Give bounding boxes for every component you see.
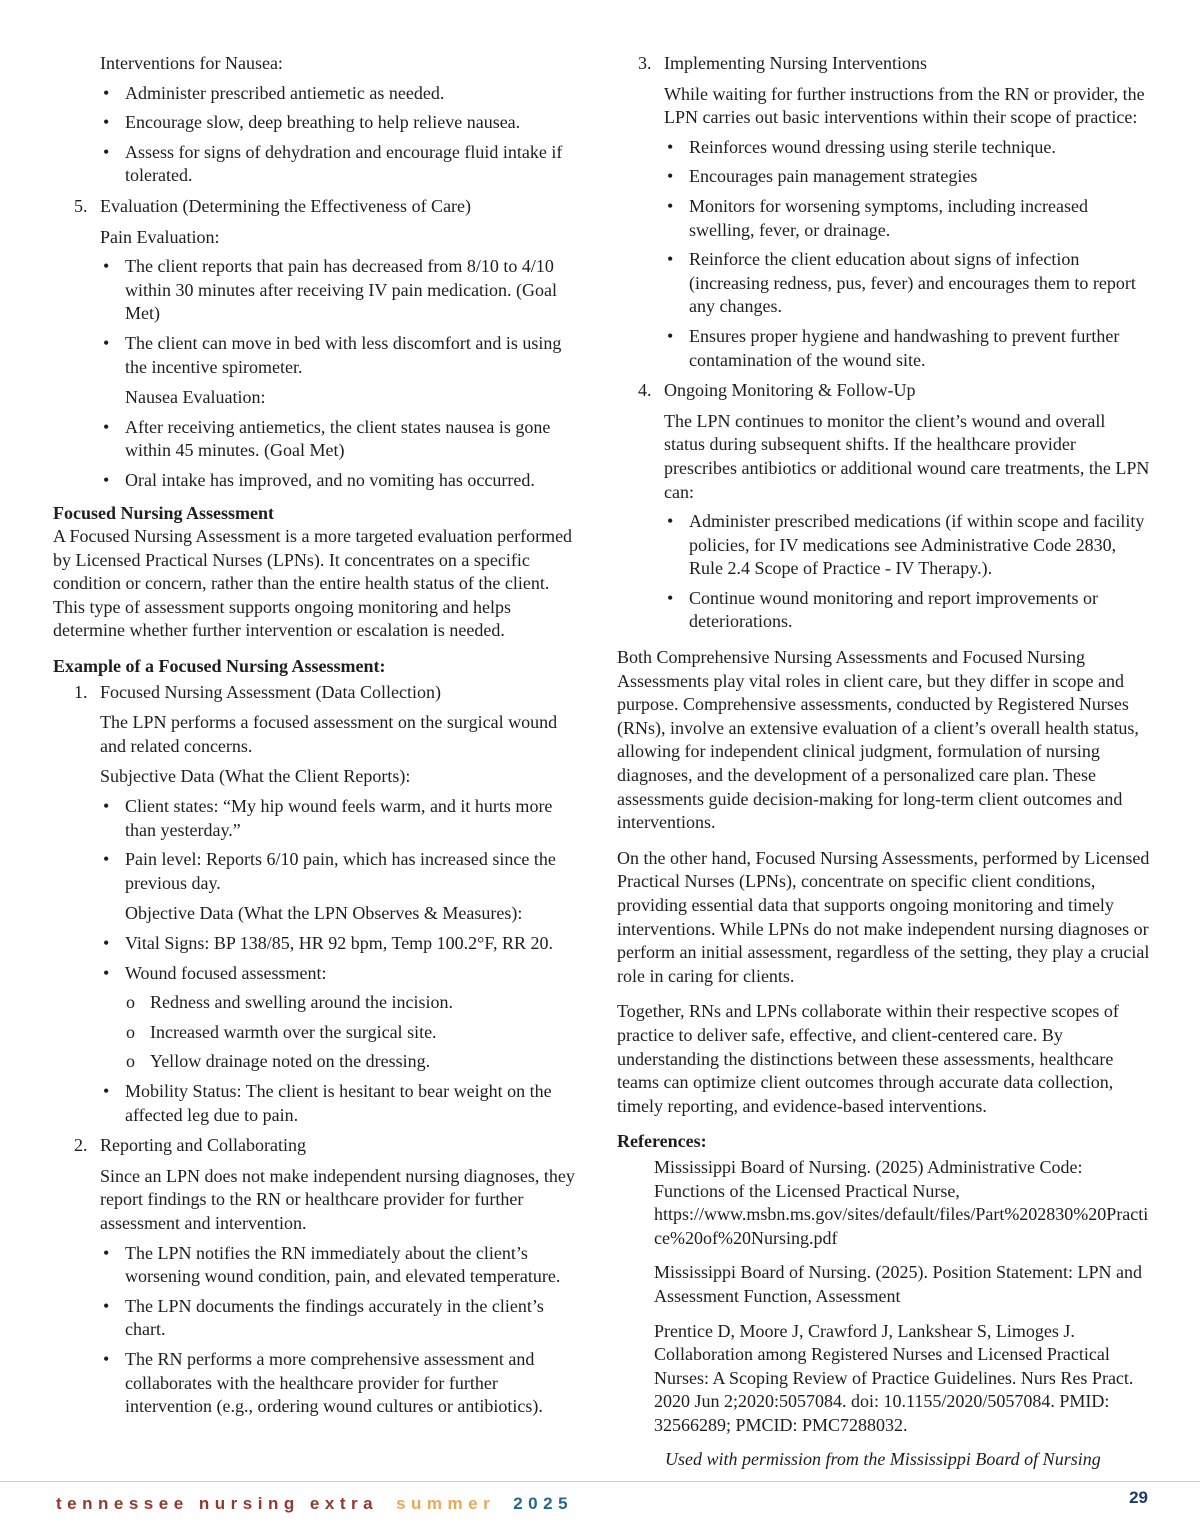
bullet-item: • Encourages pain management strategies (617, 165, 1150, 189)
bullet-item: • The RN performs a more comprehensive assessment and collaborates with the healthcare provider for further intervention (e.g., ordering wound cultures or antibiotics). (53, 1348, 580, 1419)
numbered-item (617, 379, 1150, 403)
bullet-item: • The LPN notifies the RN immediately about the client’s worsening wound condition, pain, and elevated temperature. (53, 1242, 580, 1289)
sub-bullet-item: o Increased warmth over the surgical site. (53, 1021, 580, 1045)
body-paragraph: A Focused Nursing Assessment is a more targeted evaluation performed by Licensed Practical Nurses (LPNs). It concentrates on a specific condition or concern, rather than the entire health status of the client. This type of assessment supports ongoing monitoring and helps determine whether further intervention or escalation is needed. (53, 526, 573, 641)
body-paragraph: On the other hand, Focused Nursing Assessments, performed by Licensed Practical Nurses (LPNs), concentrate on specific client conditions, providing essential data that supports ongoing monitoring and timely interventions. While LPNs do not make independent nursing diagnoses or perform an initial assessment, regardless of the setting, they play a crucial role in caring for clients. (617, 847, 1150, 986)
body-paragraph: Objective Data (What the LPN Observes & Measures): (125, 903, 523, 924)
numbered-item-marker: 2. (74, 1135, 88, 1156)
numbered-item-text: Implementing Nursing Interventions (664, 53, 927, 73)
footer-magazine-name: tennessee nursing extra (56, 1494, 379, 1513)
reference-item: Mississippi Board of Nursing. (2025). Position Statement: LPN and Assessment Function, Assessment (654, 1262, 1142, 1306)
bullet-item: • The LPN documents the findings accurately in the client’s chart. (53, 1295, 580, 1342)
footer-year: 2025 (513, 1494, 574, 1513)
bullet-item: • Ensures proper hygiene and handwashing to prevent further contamination of the wound site. (617, 325, 1150, 372)
bullet-item: • After receiving antiemetics, the client states nausea is gone within 45 minutes. (Goal Met) (53, 416, 580, 463)
bullet-item: • Mobility Status: The client is hesitant to bear weight on the affected leg due to pain. (53, 1080, 580, 1127)
bullet-item: • Assess for signs of dehydration and encourage fluid intake if tolerated. (53, 141, 580, 188)
body-paragraph: Interventions for Nausea: (100, 53, 283, 73)
permission-credit: Used with permission from the Mississippi Board of Nursing (665, 1449, 1101, 1470)
bullet-item: • Monitors for worsening symptoms, including increased swelling, fever, or drainage. (617, 195, 1150, 242)
numbered-item (53, 681, 580, 705)
section-heading: Example of a Focused Nursing Assessment: (53, 656, 386, 677)
body-paragraph: Nausea Evaluation: (125, 387, 266, 408)
bullet-item: • Administer prescribed medications (if within scope and facility policies, for IV medications see Administrative Code 2830, Rule 2.4 Scope of Practice - IV Therapy.). (617, 510, 1150, 581)
body-paragraph: The LPN performs a focused assessment on the surgical wound and related concerns. (100, 712, 558, 756)
numbered-item-text: Reporting and Collaborating (100, 1135, 306, 1156)
body-paragraph: Subjective Data (What the Client Reports): (100, 766, 411, 787)
body-paragraph: The LPN continues to monitor the client’s wound and overall status during subsequent shifts. If the healthcare provider prescribes antibiotics or additional wound care treatments, the LPN can: (664, 410, 1150, 502)
body-paragraph: Since an LPN does not make independent nursing diagnoses, they report findings to the RN or healthcare provider for further assessment and intervention. (100, 1165, 575, 1233)
numbered-item-marker: 5. (74, 195, 88, 216)
sub-bullet-item: o Yellow drainage noted on the dressing. (53, 1050, 580, 1074)
bullet-item: • Oral intake has improved, and no vomiting has occurred. (53, 469, 580, 493)
numbered-item-text: Evaluation (Determining the Effectiveness of Care) (100, 195, 472, 216)
bullet-item: • The client can move in bed with less discomfort and is using the incentive spirometer. (53, 332, 580, 379)
numbered-item (53, 1134, 580, 1158)
numbered-item-text: Ongoing Monitoring & Follow-Up (664, 380, 916, 401)
bullet-item: • Client states: “My hip wound feels warm, and it hurts more than yesterday.” (53, 795, 580, 842)
bullet-item: • Vital Signs: BP 138/85, HR 92 bpm, Temp 100.2°F, RR 20. (53, 932, 580, 956)
right-column (617, 52, 1150, 1472)
bullet-item: • Reinforces wound dressing using sterile technique. (617, 136, 1150, 160)
bullet-item: • Encourage slow, deep breathing to help relieve nausea. (53, 111, 580, 135)
bullet-item: • Pain level: Reports 6/10 pain, which has increased since the previous day. (53, 848, 580, 895)
bullet-item: • Continue wound monitoring and report improvements or deteriorations. (617, 587, 1150, 634)
numbered-item (53, 195, 580, 219)
reference-item: Mississippi Board of Nursing. (2025) Administrative Code: Functions of the Licensed Practical Nurse, https://www.msbn.ms.gov/sites/default/files/Part%202830%20Practice%20of%20Nursing.pdf (654, 1156, 1149, 1248)
numbered-item-marker: 4. (638, 380, 652, 401)
body-paragraph: Together, RNs and LPNs collaborate within their respective scopes of practice to deliver safe, effective, and client-centered care. By understanding the distinctions between these assessments, healthcare teams can optimize client outcomes through accurate data collection, timely reporting, and evidence-based interventions. (617, 1001, 1119, 1116)
body-paragraph: Both Comprehensive Nursing Assessments and Focused Nursing Assessments play vital roles in client care, but they differ in scope and purpose. Comprehensive assessments, conducted by Registered Nurses (RNs), involve an extensive evaluation of a client’s overall health status, allowing for independent clinical judgment, formulation of nursing diagnoses, and the development of a personalized care plan. These assessments guide decision-making for long-term client outcomes and interventions. (617, 647, 1139, 833)
page-content (53, 52, 1150, 1472)
section-heading: References: (617, 1131, 707, 1152)
numbered-item (617, 52, 1150, 76)
page-number: 29 (1129, 1488, 1148, 1507)
numbered-item-text: Focused Nursing Assessment (Data Collection) (100, 681, 441, 702)
footer (56, 1492, 573, 1516)
footer-season: summer (396, 1494, 496, 1513)
numbered-item-marker: 1. (74, 681, 88, 702)
bullet-item: • Wound focused assessment: (53, 962, 580, 986)
body-paragraph: While waiting for further instructions from the RN or provider, the LPN carries out basic interventions within their scope of practice: (664, 83, 1145, 128)
reference-item: Prentice D, Moore J, Crawford J, Lankshear S, Limoges J. Collaboration among Registered Nurses and Licensed Practical Nurses: A Scoping Review of Practice Guidelines. Nurs Res Pract. 2020 Jun 2;2020:5057084. doi: 10.1155/2020/5057084. PMID: 32566289; PMCID: PMC7288032. (654, 1320, 1134, 1435)
sub-bullet-item: o Redness and swelling around the incision. (53, 991, 580, 1015)
footer-divider (0, 1481, 1200, 1482)
bullet-item: • Administer prescribed antiemetic as needed. (53, 82, 580, 106)
left-column (53, 52, 580, 1472)
section-heading: Focused Nursing Assessment (53, 502, 275, 523)
bullet-item: • The client reports that pain has decreased from 8/10 to 4/10 within 30 minutes after receiving IV pain medication. (Goal Met) (53, 255, 580, 326)
numbered-item-marker: 3. (638, 53, 652, 73)
bullet-item: • Reinforce the client education about signs of infection (increasing redness, pus, fever) and encourages them to report any changes. (617, 248, 1150, 319)
body-paragraph: Pain Evaluation: (100, 226, 220, 247)
